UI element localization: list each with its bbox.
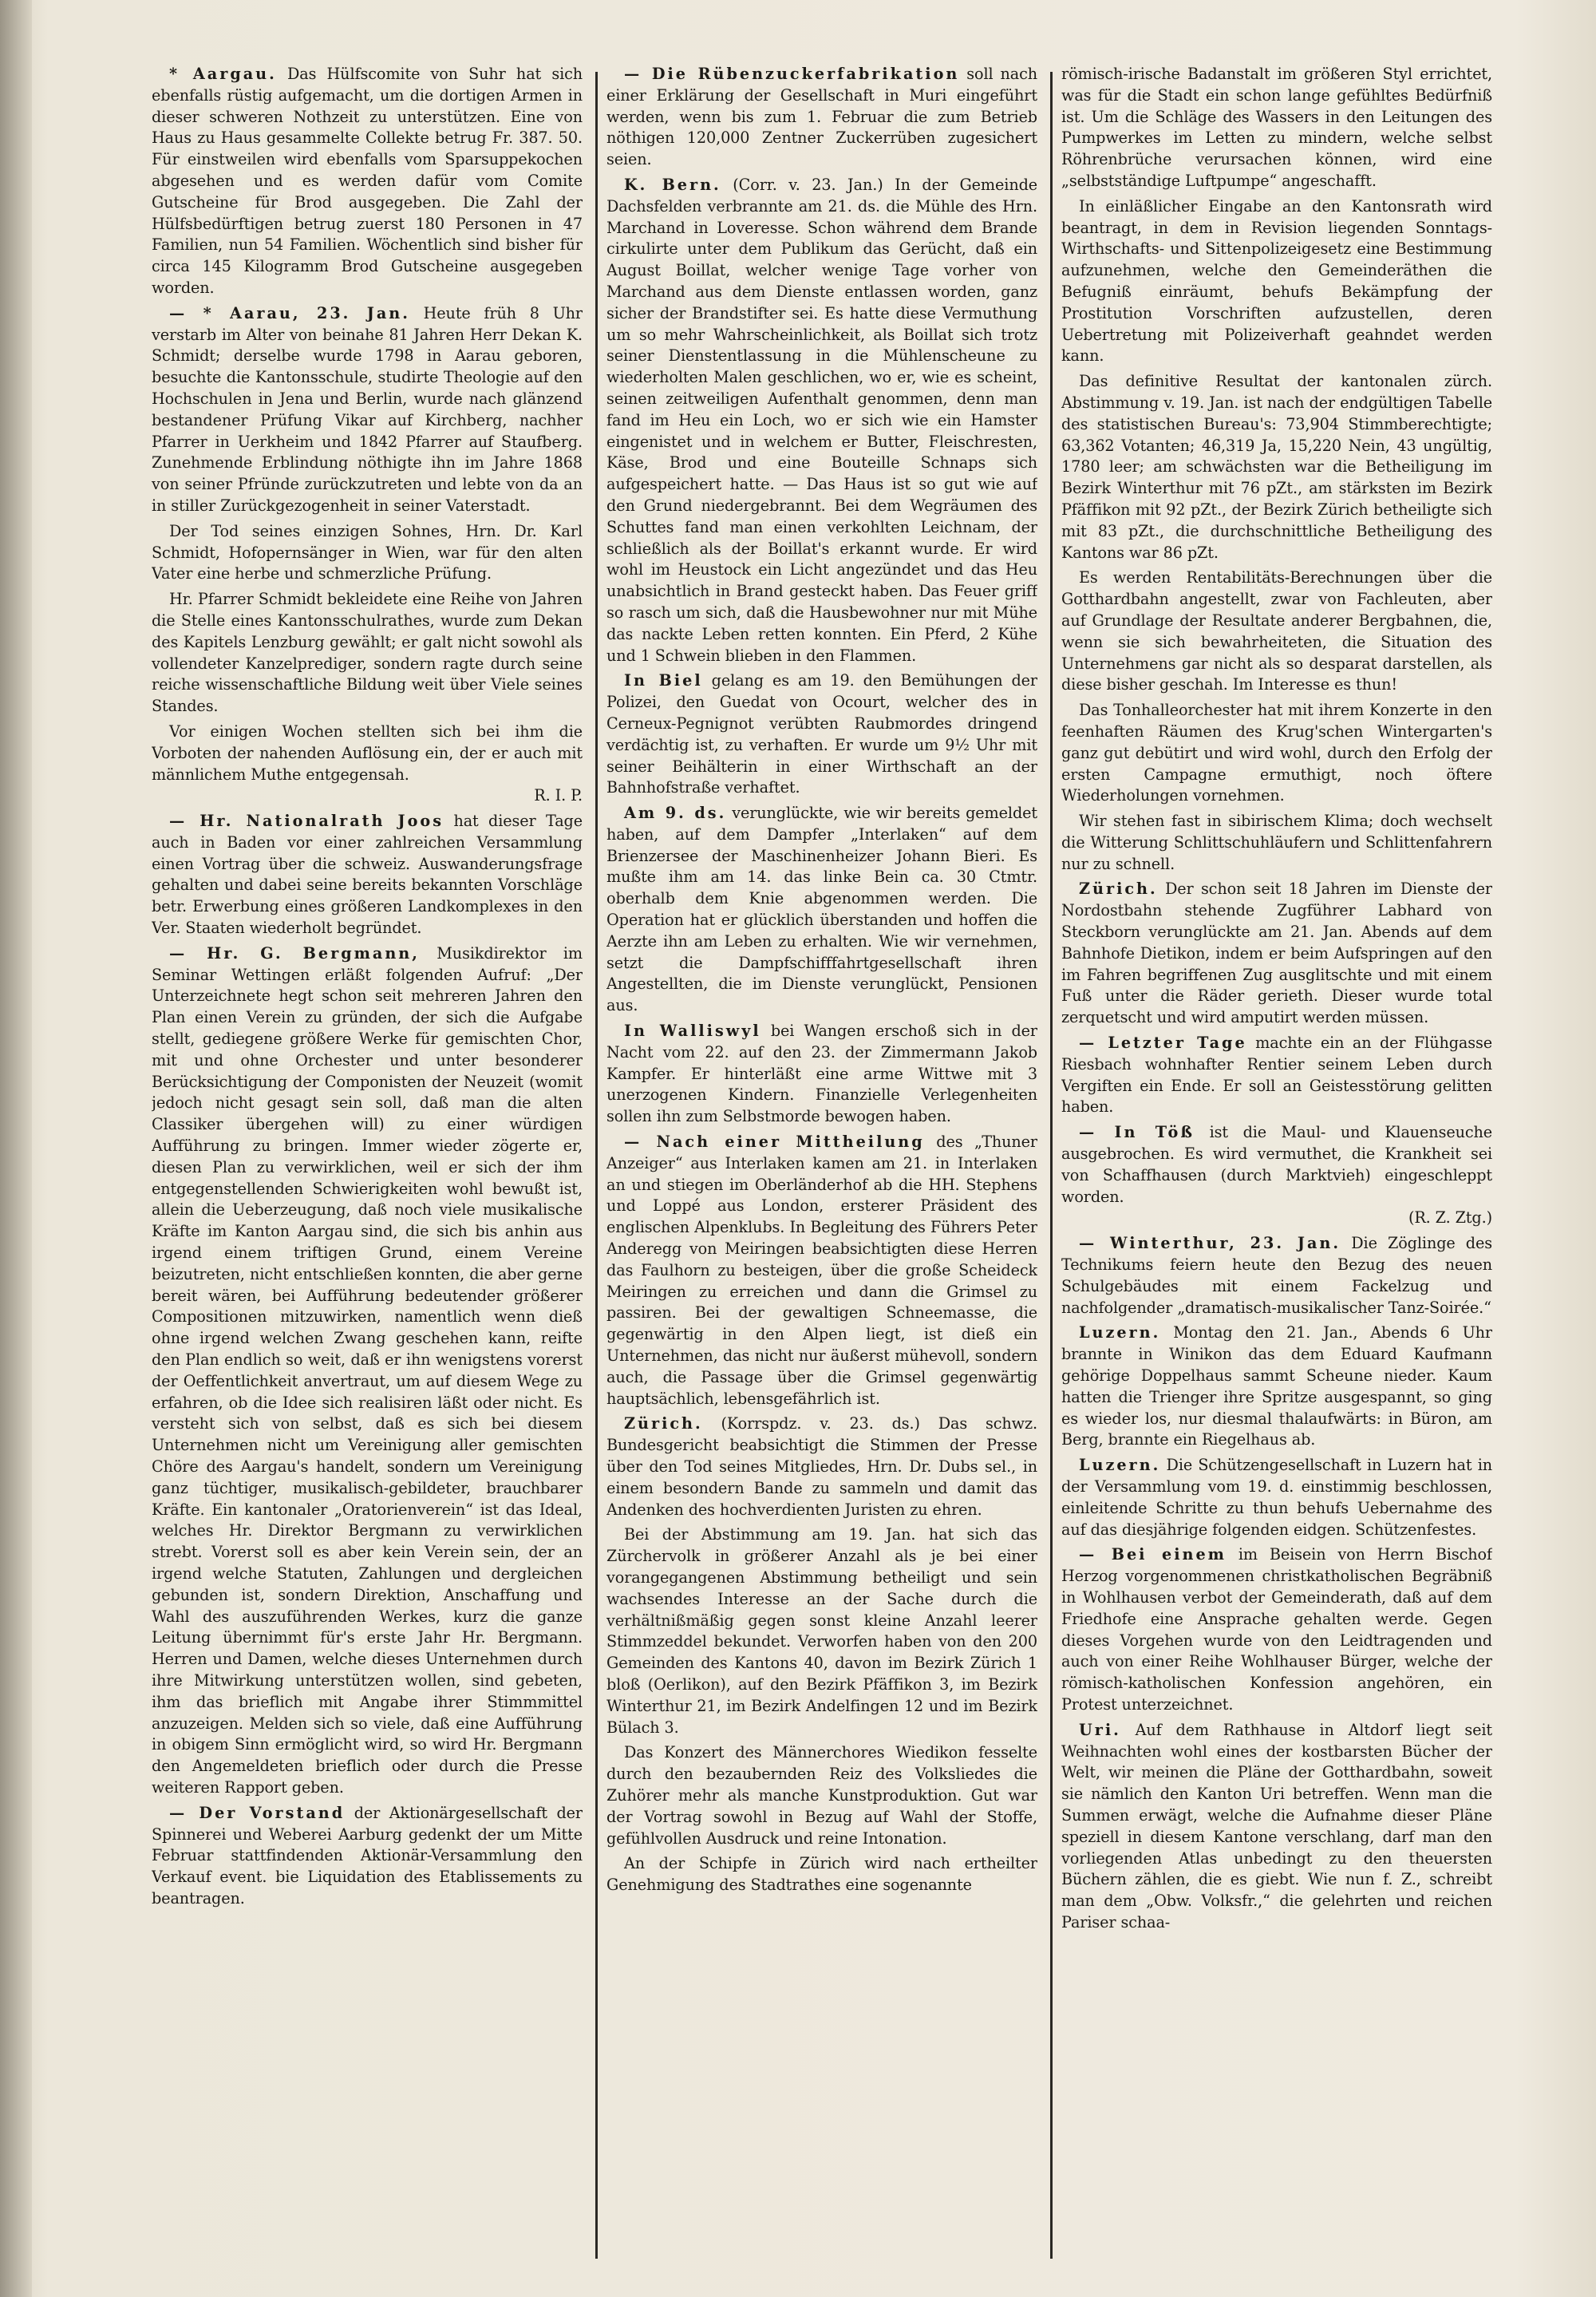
column-1 — [152, 64, 583, 2251]
article-text: hat dieser Tage auch in Baden vor einer zahlreichen Versammlung einen Vortrag über die schweiz. Auswanderungsfrage gehalten und dabei seine bereits bekannten Vorschläge betr. Erwerbung eines größeren Landkomplexes in den Ver. Staaten wiederholt begründet. — [152, 812, 583, 938]
article-lead: Am 9. ds. — [624, 804, 727, 823]
article-paragraph — [606, 1021, 1037, 1128]
article-paragraph — [606, 64, 1037, 171]
article-paragraph — [1061, 700, 1492, 807]
article-paragraph — [1061, 1455, 1492, 1540]
article-text: Bei der Abstimmung am 19. Jan. hat sich das Zürchervolk in größerer Anzahl als je bei einer vorangegangenen Abstimmung betheiligt und sein wachsendes Interesse an der Sache durch die verhältnißmäßig gegen sonst kleine Anzahl leerer Stimmzeddel bekundet. Verworfen haben von den 200 Gemeinden des Kantons 40, davon im Bezirk Zürich 1 bloß (Oerlikon), auf den Bezirk Pfäffikon 3, im Bezirk Winterthur 21, im Bezirk Andelfingen 12 und im Bezirk Bülach 3. — [606, 1525, 1037, 1737]
article-paragraph — [152, 811, 583, 939]
article-lead: In Walliswyl — [624, 1022, 761, 1041]
page-binding-edge — [0, 0, 32, 2297]
article-text: gelang es am 19. den Bemühungen der Polizei, den Guedat von Ocourt, welcher des in Cerneux-Pegnignot verübten Raubmordes dringend verdächtig ist, zu verhaften. Er wurde um 9½ Uhr mit seiner Beihälterin in einer Wirthschaft an der Bahnhofstraße verhaftet. — [606, 671, 1037, 797]
article-text: verunglückte, wie wir bereits gemeldet haben, auf dem Dampfer „Interlaken“ auf dem Brienzersee der Maschinenheizer Johann Bieri. Es mußte ihm am 14. das linke Bein ca. 30 Ctmtr. oberhalb dem Knie abgenommen werden. Die Operation hat er glücklich überstanden und hoffen die Aerzte ihn am Leben zu erhalten. Wie wir vernehmen, setzt die Dampfschifffahrtgesellschaft ihren Angestellten, die im Dienste verunglückt, Pensionen aus. — [606, 804, 1037, 1015]
article-signature: R. I. P. — [534, 786, 583, 805]
article-lead: Luzern. — [1079, 1323, 1161, 1342]
article-text: Das definitive Resultat der kantonalen zürch. Abstimmung v. 19. Jan. ist nach der endgültigen Tabelle des statistischen Bureau's: 73,904 Stimmberechtigte; 63,362 Votanten; 46,319 Ja, 15,220 Nein, 43 ungültig, 1780 leer; am schwächsten war die Betheiligung im Bezirk Winterthur mit 76 pZt., am stärksten im Bezirk Pfäffikon mit 92 pZt., der Bezirk Zürich betheiligte sich mit 83 pZt., die durchschnittliche Betheiligung des Kantons war 86 pZt. — [1061, 372, 1492, 562]
article-paragraph — [606, 670, 1037, 799]
article-lead: — In Töß — [1079, 1123, 1195, 1142]
article-paragraph — [152, 303, 583, 517]
article-text: Es werden Rentabilitäts-Berechnungen über die Gotthardbahn angestellt, zwar von Fachleuten, aber auf Grundlage der Resultate anderer Bergbahnen, die, wenn sie sich bewahrheiteten, die Situation des Unternehmens gar nicht als so desparat darstellen, als diese bisher geschah. Im Interesse es thun! — [1061, 568, 1492, 694]
article-lead: — Bei einem — [1079, 1545, 1227, 1564]
article-lead: Zürich. — [1079, 880, 1158, 899]
article-text: Wir stehen fast in sibirischem Klima; doch wechselt die Witterung Schlittschuhläufern und Schlittenfahrern nur zu schnell. — [1061, 812, 1492, 873]
article-paragraph — [1061, 1322, 1492, 1451]
article-text: Das Tonhalleorchester hat mit ihrem Konzerte in den feenhaften Räumen des Krug'schen Wintergarten's ganz gut debütirt und wird wohl, durch den Erfolg der ersten Campagne ermuthigt, noch öftere Wiederholungen vornehmen. — [1061, 701, 1492, 805]
article-text: Die Schützengesellschaft in Luzern hat in der Versammlung vom 19. d. einstimmig beschlossen, einleitende Schritte zu thun behufs Uebernahme des auf das diesjährige folgenden eidgen. Schützenfestes. — [1061, 1456, 1492, 1539]
article-lead: — Der Vorstand — [169, 1803, 346, 1822]
article-text: machte ein an der Flühgasse Riesbach wohnhafter Rentier seinem Leben durch Vergiften ein Ende. Er soll an Geistesstörung gelitten haben. — [1061, 1034, 1492, 1117]
article-paragraph — [1061, 196, 1492, 367]
article-text: In einläßlicher Eingabe an den Kantonsrath wird beantragt, in dem in Revision liegenden Sonntags-Wirthschafts- und Sittenpolizeigesetz eine Bestimmung aufzunehmen, welche den Gemeinderäthen die Befugniß einräumt, behufs Bekämpfung der Prostitution Vorschriften aufzustellen, deren Uebertretung mit Polizeiverhaft geahndet werden kann. — [1061, 196, 1492, 366]
article-text: ist die Maul- und Klauenseuche ausgebrochen. Es wird vermuthet, die Krankheit sei von Schaffhausen (durch Marktvieh) eingeschleppt worden. — [1061, 1123, 1492, 1206]
article-lead: K. Bern. — [624, 175, 721, 194]
article-paragraph — [152, 521, 583, 585]
article-lead: Uri. — [1079, 1720, 1121, 1739]
article-text: Auf dem Rathhause in Altdorf liegt seit Weihnachten wohl eines der kostbarsten Bücher der Welt, wir meinen die Pläne der Gotthardbahn, soweit sie nämlich den Kanton Uri betreffen. Wenn man die Summen erwägt, welche die Aufnahme dieser Pläne speziell in diesem Kantone verschlang, darf man den vorliegenden Atlas unbedingt zu den theuersten Büchern zählen, die es giebt. Wie nun f. Z., schreibt man dem „Obw. Volksfr.,“ die gelehrten und reichen Pariser schaa- — [1061, 1720, 1492, 1931]
article-paragraph — [606, 803, 1037, 1017]
article-text: im Beisein von Herrn Bischof Herzog vorgenommenen christkatholischen Begräbniß in Wohlhausen verbot der Gemeinderath, daß auf dem Friedhofe eine Ansprache gehalten werde. Gegen dieses Vorgehen wurde von den Leidtragenden und auch von einer Reihe Wohlhauser Bürger, welche der römisch-katholischen Konfession angehören, ein Protest unterzeichnet. — [1061, 1545, 1492, 1714]
article-text: Die Zöglinge des Technikums feiern heute den Bezug des neuen Schulgebäudes mit einem Fackelzug und nachfolgender „dramatisch-musikalischer Tanz-Soirée.“ — [1061, 1234, 1492, 1317]
columns — [152, 64, 1524, 2251]
article-text: (Corr. v. 23. Jan.) In der Gemeinde Dachsfelden verbrannte am 21. ds. die Mühle des Hrn. Marchand in Loveresse. Schon während dem Brande cirkulirte unter dem Publikum das Gerücht, daß ein August Boillat, welcher wenige Tage vorher von Marchand aus dem Dienste entlassen worden, ganz sicher der Brandstifter sei. Es hatte diese Vermuthung um so mehr Wahrscheinlichkeit, als Boillat sich trotz seiner Dienstentlassung in die Mühlenscheune zu wiederholten Malen geschlichen, wo er, wie es scheint, seinen zeitweiligen Aufenthalt genommen, denn man fand im Heu ein Loch, wo er sich wie ein Hamster eingenistet und in welchem er Butter, Fleischresten, Käse, Brod und eine Bouteille Schnaps sich aufgespeichert hatte. — Das Haus ist so gut wie auf den Grund niedergebrannt. Bei dem Wegräumen des Schuttes fand man einen verkohlten Leichnam, der schließlich als der Boillat's erkannt wurde. Er wird wohl im Heustock ein Licht angezündet und das Heu unabsichtlich in Brand gesteckt haben. Das Feuer griff so rasch um sich, daß die Hausbewohner nur mit Mühe das nackte Leben retten konnten. Ein Pferd, 2 Kühe und 1 Schwein blieben in den Flammen. — [606, 175, 1037, 665]
article-signature: (R. Z. Ztg.) — [1408, 1208, 1492, 1228]
article-lead: In Biel — [624, 671, 703, 690]
article-paragraph — [152, 1803, 583, 1910]
article-paragraph — [606, 1413, 1037, 1520]
article-paragraph — [1061, 1544, 1492, 1715]
article-text: Montag den 21. Jan., Abends 6 Uhr brannte in Winikon das dem Eduard Kaufmann gehörige Doppelhaus sammt Scheune nieder. Kaum hatten die Trienger ihre Spritze ausgespannt, so ging es wieder los, nur diesmal thalaufwärts: in Büron, am Berg, brannte ein Riegelhaus ab. — [1061, 1323, 1492, 1449]
article-lead: Luzern. — [1079, 1456, 1161, 1475]
article-lead: * Aargau. — [169, 65, 277, 83]
article-paragraph — [152, 589, 583, 718]
article-text: des „Thuner Anzeiger“ aus Interlaken kamen am 21. in Interlaken an und stiegen im Oberländerhof ab die HH. Stephens und Loppé aus London, ersterer Präsident des englischen Alpenklubs. In Begleitung des Führers Peter Anderegg von Meiringen beabsichtigten diese Herren das Faulhorn zu besteigen, über die große Scheideck Meiringen zu erreichen und dann die Grimsel zu passiren. Bei der gewaltigen Schneemasse, die gegenwärtig in den Alpen liegt, ist dieß ein Unternehmen, das nicht nur äußerst mühevoll, sondern auch, die Passage über die Grimsel gegenwärtig hauptsächlich, lebensgefährlich ist. — [606, 1133, 1037, 1408]
article-paragraph — [1061, 1720, 1492, 1934]
article-lead: — Letzter Tage — [1079, 1034, 1247, 1053]
article-text: der Aktionärgesellschaft der Spinnerei und Weberei Aarburg gedenkt der um Mitte Februar stattfindenden Aktionär-Versammlung den Verkauf event. bie Liquidation des Etablissements zu beantragen. — [152, 1803, 583, 1908]
article-lead: Zürich. — [624, 1414, 703, 1433]
article-paragraph — [1061, 1033, 1492, 1118]
article-paragraph — [1061, 1233, 1492, 1319]
article-lead: — * Aarau, 23. Jan. — [169, 303, 410, 322]
article-text: Heute früh 8 Uhr verstarb im Alter von beinahe 81 Jahren Herr Dekan K. Schmidt; derselbe wurde 1798 in Aarau geboren, besuchte die Kantonsschule, studirte Theologie auf den Hochschulen in Jena und Berlin, wurde nach glänzend bestandener Prüfung Vikar auf Kirchberg, nachher Pfarrer in Uerkheim und 1842 Pfarrer auf Staufberg. Zunehmende Erblindung nöthigte ihn im Jahre 1868 von seiner Pfründe zurückzutreten und lebte von da an in stiller Zurückgezogenheit in seiner Vaterstadt. — [152, 303, 583, 515]
article-paragraph — [1061, 811, 1492, 875]
article-paragraph — [152, 722, 583, 807]
article-text: Vor einigen Wochen stellten sich bei ihm die Vorboten der nahenden Auflösung ein, der er auch mit männlichem Muthe entgegensah. — [152, 722, 583, 784]
article-paragraph — [1061, 1122, 1492, 1229]
article-paragraph — [606, 1524, 1037, 1738]
column-2 — [606, 64, 1037, 2251]
article-lead: — Hr. G. Bergmann, — [169, 943, 420, 963]
article-paragraph — [152, 64, 583, 299]
article-paragraph — [152, 943, 583, 1799]
article-text: (Korrspdz. v. 23. ds.) Das schwz. Bundesgericht beabsichtigt die Stimmen der Presse über den Tod seines Mitgliedes, Hrn. Dr. Dubs sel., in einem besondern Bande zu sammeln und damit das Andenken des hochverdienten Juristen zu ehren. — [606, 1414, 1037, 1519]
article-paragraph — [606, 1853, 1037, 1896]
article-text: Der Tod seines einzigen Sohnes, Hrn. Dr. Karl Schmidt, Hofopernsänger in Wien, war für den alten Vater eine herbe und schmerzliche Prüfung. — [152, 521, 583, 583]
article-lead: — Nach einer Mittheilung — [624, 1133, 925, 1152]
article-text: bei Wangen erschoß sich in der Nacht vom 22. auf den 23. der Zimmermann Jakob Kampfer. Er hinterläßt eine arme Wittwe mit 3 unerzogenen Kindern. Finanzielle Verlegenheiten sollen ihn zum Selbstmorde bewogen haben. — [606, 1022, 1037, 1126]
article-paragraph — [1061, 879, 1492, 1029]
article-text: Der schon seit 18 Jahren im Dienste der Nordostbahn stehende Zugführer Labhard von Steckborn verunglückte am 21. Jan. Abends auf dem Bahnhofe Dietikon, indem er beim Aufspringen auf den im Fahren begriffenen Zug ausglitschte und mit einem Fuß unter die Räder gerieth. Dieser wurde total zerquetscht und wird amputirt werden müssen. — [1061, 880, 1492, 1027]
article-lead: — Die Rübenzuckerfabrikation — [624, 65, 960, 83]
article-text: Musikdirektor im Seminar Wettingen erläßt folgenden Aufruf: „Der Unterzeichnete hegt schon seit mehreren Jahren den Plan einen Verein zu gründen, der sich die Aufgabe stellt, gediegene größere Werke für gemischten Chor, mit und ohne Orchester und unter besonderer Berücksichtigung der Componisten der Neuzeit (womit jedoch nicht gesagt sein soll, daß man die alten Classiker übergehen will) zu einer würdigen Aufführung zu bringen. Immer wieder zögerte er, diesen Plan zu verwirklichen, weil er sich der ihm entgegenstellenden Schwierigkeiten wohl bewußt ist, allein die Ueberzeugung, daß noch viele musikalische Kräfte im Kanton Aargau sind, die sich bis anhin aus irgend einem triftigen Grund, einem Vereine beizutreten, nicht entschließen konnten, die aber gerne bereit wären, bei Aufführung bedeutender größerer Compositionen mitzuwirken, namentlich wenn dieß ohne irgend welchen Zwang geschehen kann, reifte den Plan endlich so weit, daß er ihn wenigstens vorerst der Oeffentlichkeit anvertraut, um auf diesem Wege zu erfahren, ob die Idee sich realisiren läßt oder nicht. Es versteht sich von selbst, daß es sich bei diesem Unternehmen nicht um Vereinigung aller gemischten Chöre des Aargau's handelt, sondern um Vereinigung ganz tüchtiger, musikalisch-gebildeter, brauchbarer Kräfte. Ein kantonaler „Oratorienverein“ ist das Ideal, welches Hr. Direktor Bergmann zu verwirklichen strebt. Vorerst soll es aber kein Verein sein, der an irgend welche Statuten, Zahlungen und dergleichen gebunden ist, sondern Direktion, Anschaffung und Wahl des auszuführenden Werkes, kurz die ganze Leitung übernimmt für's erste Jahr Hr. Bergmann. Herren und Damen, welche dieses Unternehmen durch ihre Mitwirkung unterstützen wollen, sind gebeten, ihm das brieflich mit Angabe ihrer Stimmmittel anzuzeigen. Melden sich so viele, daß eine Aufführung in obigem Sinn ermöglicht wird, so wird Hr. Bergmann den Angemeldeten brieflich oder durch die Presse weiteren Rapport geben. — [152, 943, 583, 1797]
article-paragraph — [1061, 64, 1492, 192]
article-lead: — Hr. Nationalrath Joos — [169, 812, 444, 831]
article-paragraph — [1061, 371, 1492, 563]
article-text: Hr. Pfarrer Schmidt bekleidete eine Reihe von Jahren die Stelle eines Kantonsschulrathes, wurde zum Dekan des Kapitels Lenzburg gewählt; er galt nicht sowohl als vollendeter Kanzelprediger, sondern ragte durch seine reiche wissenschaftliche Bildung weit über Viele seines Standes. — [152, 590, 583, 716]
article-lead: — Winterthur, 23. Jan. — [1079, 1234, 1341, 1253]
article-text: Das Hülfscomite von Suhr hat sich ebenfalls rüstig aufgemacht, um die dortigen Armen in dieser schweren Nothzeit zu unterstützen. Eine von Haus zu Haus gesammelte Collekte betrug Fr. 387. 50. Für einstweilen wird ebenfalls vom Sparsuppekochen abgesehen und es werden dafür vom Comite Gutscheine für Brod ausgegeben. Die Zahl der Hülfsbedürftigen betrug zuerst 180 Personen in 47 Familien, nun 54 Familien. Wöchentlich sind bisher für circa 145 Kilogramm Brod Gutscheine ausgegeben worden. — [152, 65, 583, 297]
article-paragraph — [606, 1742, 1037, 1849]
article-text: soll nach einer Erklärung der Gesellschaft in Muri eingeführt werden, wenn bis zum 1. Februar die zum Betrieb nöthigen 120,000 Zentner Zuckerrüben zugesichert seien. — [606, 65, 1037, 169]
article-paragraph — [606, 1132, 1037, 1409]
column-3 — [1061, 64, 1492, 2251]
article-text: An der Schipfe in Zürich wird nach ertheilter Genehmigung des Stadtrathes eine sogenannte — [606, 1854, 1037, 1895]
article-text: römisch-irische Badanstalt im größeren Styl errichtet, was für die Stadt ein schon lange gefühltes Bedürfniß ist. Um die Schläge des Wassers in den Leitungen des Pumpwerkes im Letten zu mindern, welche selbst Röhrenbrüche verursachen können, wird eine „selbstständige Luftpumpe“ angeschafft. — [1061, 65, 1492, 190]
article-paragraph — [606, 175, 1037, 666]
article-paragraph — [1061, 567, 1492, 696]
article-text: Das Konzert des Männerchores Wiedikon fesselte durch den bezaubernden Reiz des Volksliedes die Zuhörer mehr als manche Kunstproduktion. Gut war der Vortrag sowohl in Bezug auf Wahl der Stoffe, gefühlvollen Ausdruck und reine Intonation. — [606, 1743, 1037, 1848]
